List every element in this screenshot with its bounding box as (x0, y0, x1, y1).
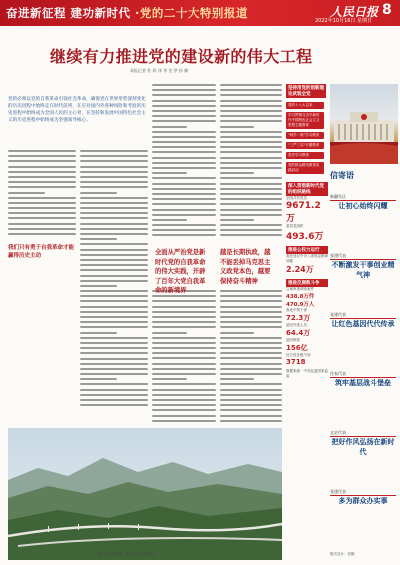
text-line (80, 150, 148, 152)
text-line (152, 420, 216, 422)
text-line (80, 217, 148, 219)
text-line (220, 120, 282, 122)
text-line (8, 150, 76, 152)
text-line (220, 162, 282, 164)
text-line (152, 363, 216, 365)
text-line (152, 383, 216, 385)
text-line (80, 368, 148, 370)
text-line (220, 399, 282, 401)
text-line (80, 321, 148, 323)
text-line (152, 342, 216, 344)
text-line (80, 326, 148, 328)
text-line (220, 229, 282, 231)
text-line (80, 363, 148, 365)
text-line (220, 321, 282, 323)
sidebar-item: "两学一做"学习教育 (286, 132, 324, 139)
text-line (152, 337, 216, 339)
stat-section-3: 推进反腐败斗争 (286, 279, 328, 287)
text-line (80, 233, 148, 235)
text-line (152, 326, 216, 328)
footer-editor: 版式设计：张鹏 (330, 552, 355, 556)
text-line (220, 404, 282, 406)
byline: 本报记者 杜 尚 泽 李 龙 伊 孙 楠 (130, 68, 189, 73)
text-line (8, 228, 76, 230)
stat-section-1: 深入贯彻新时代党的组织路线 (286, 182, 328, 196)
text-line (8, 176, 76, 178)
text-line (220, 332, 254, 334)
photo-caption: 图为黄芙蓉拍摄：贵州高速公路建设 (98, 552, 154, 556)
text-line (8, 212, 76, 214)
text-line (80, 311, 148, 313)
text-line (8, 160, 76, 162)
text-line (152, 306, 216, 308)
landscape-illustration (8, 428, 282, 560)
text-line (8, 192, 45, 194)
text-line (80, 332, 117, 334)
card-title: 不断激发干事创业精气神 (331, 261, 395, 279)
sidebar-item: 党的群众路线教育实践活动 (286, 162, 324, 174)
text-line (152, 131, 216, 133)
text-line (152, 126, 187, 128)
stats-source: 数据来源：中央纪委国家监委 (286, 369, 328, 378)
text-line (80, 202, 148, 204)
text-line (152, 110, 216, 112)
text-line (80, 197, 148, 199)
text-line (220, 342, 282, 344)
stat-value-1: 9671.2万 (286, 201, 321, 224)
card-category: 新疆军区 (330, 194, 396, 201)
text-line (152, 229, 216, 231)
text-line (80, 383, 148, 385)
text-line (220, 167, 282, 169)
text-line (80, 228, 148, 230)
text-line (220, 146, 282, 148)
text-line (220, 136, 282, 138)
stat-value-3: 2.24万 (286, 265, 314, 274)
text-line (8, 217, 76, 219)
text-line (80, 176, 148, 178)
right-card (330, 312, 396, 371)
text-line (80, 207, 148, 209)
text-line (220, 224, 282, 226)
text-line (8, 223, 76, 225)
text-line (152, 115, 216, 117)
right-card (330, 194, 396, 253)
text-line (220, 389, 282, 391)
text-line (220, 105, 282, 107)
text-line (80, 295, 148, 297)
card-title: 把好作风弘扬在新时代 (331, 438, 395, 456)
text-line (152, 316, 216, 318)
stat-section-2: 推进公权力运行 (286, 246, 328, 254)
text-line (220, 337, 282, 339)
text-line (220, 126, 254, 128)
text-line (220, 373, 282, 375)
stat-label-4: 立案审查调查案件 (286, 287, 314, 291)
text-line (80, 399, 148, 401)
text-line (152, 94, 216, 96)
text-line (152, 193, 216, 195)
lead-paragraph: 党的必须以党的自我革命引领社会革命，确保党在世界形势深刻变化的历史进程中始终走在时代前列，在应对国内外各种风险和考验的历史进程中始终成为全国人民的主心骨，在坚持和发展中国特色社会主义的历史进程中始终成为坚强领导核心。 (8, 97, 146, 123)
body-column-5 (152, 290, 216, 425)
text-line (152, 198, 216, 200)
text-line (220, 188, 282, 190)
body-column-1 (8, 150, 76, 238)
text-line (152, 167, 216, 169)
text-line (220, 352, 282, 354)
stat-value-5: 72.3万 (286, 314, 311, 322)
text-line (152, 141, 216, 143)
text-line (220, 214, 282, 216)
stats-block (286, 182, 328, 379)
pull-quote-2: 越是长期执政，越不能丢掉马克思主义政党本色，越要保持奋斗精神 (220, 249, 271, 285)
text-line (80, 212, 148, 214)
stat-value-8: 3718 (286, 358, 306, 366)
text-line (80, 249, 148, 251)
text-line (80, 192, 117, 194)
text-line (220, 368, 282, 370)
text-line (152, 162, 216, 164)
text-line (8, 197, 76, 199)
text-line (220, 306, 282, 308)
card-title: 多为群众办实事 (338, 497, 388, 505)
banner-part-2: 建功新时代 (70, 6, 131, 20)
text-line (220, 84, 282, 86)
text-line (80, 181, 148, 183)
text-line (80, 389, 148, 391)
right-card (330, 430, 396, 489)
banner-part-3: ·党的二十大特别报道 (135, 6, 248, 20)
text-line (220, 378, 254, 380)
text-line (220, 110, 282, 112)
body-column-6 (220, 290, 282, 425)
stat-label-7: 追回赃款 (286, 338, 300, 342)
stat-label-8: 处分县处级干部 (286, 353, 311, 357)
stat-label-5: 查处中管干部 (286, 308, 307, 312)
text-line (220, 100, 282, 102)
right-column (330, 194, 396, 539)
text-line (220, 290, 282, 292)
great-hall-photo (330, 84, 398, 164)
stat-value-2: 493.6万 (286, 232, 324, 242)
text-line (220, 198, 282, 200)
text-line (152, 311, 216, 313)
text-line (152, 404, 216, 406)
text-line (220, 115, 282, 117)
text-line (220, 357, 282, 359)
text-line (220, 409, 282, 411)
right-card (330, 489, 396, 539)
text-line (152, 203, 216, 205)
text-line (80, 223, 148, 225)
text-line (80, 306, 148, 308)
right-section-title: 信寄语 (330, 171, 354, 180)
stat-value-4: 438.8万件 470.9万人 (286, 294, 315, 308)
text-line (80, 337, 148, 339)
sidebar-item: "三严三实"专题教育 (286, 142, 324, 149)
text-line (220, 363, 282, 365)
issue-date: 2022年10月16日 星期日 (315, 18, 373, 24)
text-line (220, 209, 282, 211)
card-title: 让红色基因代代传承 (331, 320, 395, 328)
text-line (152, 209, 216, 211)
text-line (80, 347, 148, 349)
text-line (152, 219, 187, 221)
text-line (8, 233, 76, 235)
text-line (80, 254, 148, 256)
text-line (80, 300, 148, 302)
text-line (80, 160, 148, 162)
text-line (152, 300, 216, 302)
body-column-2 (80, 150, 148, 409)
highway-landscape-photo (8, 428, 282, 560)
text-line (152, 394, 216, 396)
text-line (152, 214, 216, 216)
subheading: 我们只有勇于自我革命才能赢得历史主动 (8, 245, 75, 259)
text-line (80, 358, 148, 360)
card-category: 作家代表 (330, 371, 396, 378)
card-category: 张建代表 (330, 312, 396, 319)
text-line (8, 186, 76, 188)
text-line (80, 378, 117, 380)
text-line (152, 224, 216, 226)
text-line (152, 100, 216, 102)
text-line (220, 383, 282, 385)
text-line (220, 234, 282, 236)
text-line (152, 378, 187, 380)
text-line (80, 352, 148, 354)
text-line (152, 120, 216, 122)
text-line (80, 290, 148, 292)
text-line (80, 243, 148, 245)
text-line (80, 155, 148, 157)
pull-quote-1: 全面从严治党是新时代党的自我革命的伟大实践，开辟了百年大党自我革命的新境界 (155, 249, 206, 294)
right-card (330, 253, 396, 312)
card-title: 筑牢基层战斗堡垒 (335, 379, 391, 387)
text-line (220, 300, 282, 302)
page-number: 8 (382, 2, 392, 18)
text-line (220, 295, 282, 297)
text-line (80, 264, 148, 266)
text-line (220, 94, 282, 96)
text-line (8, 171, 76, 173)
text-line (220, 326, 282, 328)
text-line (152, 177, 216, 179)
text-line (152, 321, 216, 323)
text-line (152, 399, 216, 401)
text-line (80, 171, 148, 173)
text-line (80, 394, 148, 396)
text-line (8, 155, 76, 157)
text-line (220, 183, 282, 185)
sidebar-item: 学习贯彻习近平新时代中国特色社会主义思想主题教育 (286, 112, 324, 129)
text-line (80, 285, 117, 287)
text-line (220, 203, 282, 205)
card-category: 张建代表 (330, 489, 396, 496)
text-line (152, 352, 216, 354)
text-line (152, 146, 216, 148)
text-line (80, 275, 148, 277)
text-line (152, 347, 216, 349)
body-column-3 (152, 84, 216, 240)
text-line (152, 136, 216, 138)
text-line (80, 238, 117, 240)
stat-label-6: 追回外逃人员 (286, 323, 307, 327)
text-line (8, 202, 76, 204)
text-line (220, 141, 282, 143)
sidebar-item: 党的十八大以来 (286, 102, 324, 109)
text-line (152, 157, 216, 159)
text-line (220, 193, 282, 195)
stat-label-3: 查处违反中央八项规定精神问题 (286, 254, 328, 263)
building-illustration (330, 84, 398, 164)
text-line (220, 347, 282, 349)
text-line (152, 357, 216, 359)
text-line (152, 172, 187, 174)
text-line (220, 157, 282, 159)
text-line (80, 316, 148, 318)
text-line (220, 394, 282, 396)
text-line (80, 280, 148, 282)
newspaper-logo: 人民日报 (330, 5, 379, 19)
text-line (152, 84, 216, 86)
text-line (8, 181, 76, 183)
sidebar-item: 党史学习教育 (286, 152, 324, 159)
text-line (152, 234, 216, 236)
body-column-4 (220, 84, 282, 240)
text-line (152, 105, 216, 107)
text-line (220, 172, 254, 174)
text-line (152, 415, 216, 417)
text-line (220, 177, 282, 179)
card-title: 让初心始终闪耀 (338, 202, 388, 210)
text-line (152, 368, 216, 370)
text-line (152, 332, 187, 334)
text-line (152, 151, 216, 153)
text-line (220, 151, 282, 153)
text-line (80, 259, 148, 261)
text-line (220, 219, 254, 221)
text-line (80, 342, 148, 344)
stat-value-7: 156亿 (286, 344, 308, 352)
text-line (220, 316, 282, 318)
text-line (152, 188, 216, 190)
text-line (220, 131, 282, 133)
card-category: 张建代表 (330, 253, 396, 260)
text-line (152, 89, 216, 91)
stat-label-1: 全国共有党员 (286, 196, 307, 200)
text-line (220, 89, 282, 91)
stat-label-2: 基层党组织 (286, 224, 304, 228)
text-line (80, 166, 148, 168)
text-line (152, 409, 216, 411)
card-category: 文史代表 (330, 430, 396, 437)
text-line (220, 415, 282, 417)
banner-title (6, 5, 248, 21)
text-line (152, 183, 216, 185)
text-line (80, 404, 148, 406)
text-line (8, 207, 76, 209)
banner-part-1: 奋进新征程 (6, 6, 66, 20)
text-line (80, 269, 148, 271)
text-line (220, 420, 282, 422)
text-line (152, 373, 216, 375)
text-line (8, 166, 76, 168)
main-headline: 继续有力推进党的建设新的伟大工程 (50, 47, 313, 66)
text-line (220, 311, 282, 313)
text-line (80, 186, 148, 188)
sidebar-title: 坚持用党的创新理论武装全党 (288, 86, 324, 97)
right-card (330, 371, 396, 430)
stat-value-6: 64.4万 (286, 329, 311, 337)
text-line (152, 389, 216, 391)
text-line (80, 373, 148, 375)
